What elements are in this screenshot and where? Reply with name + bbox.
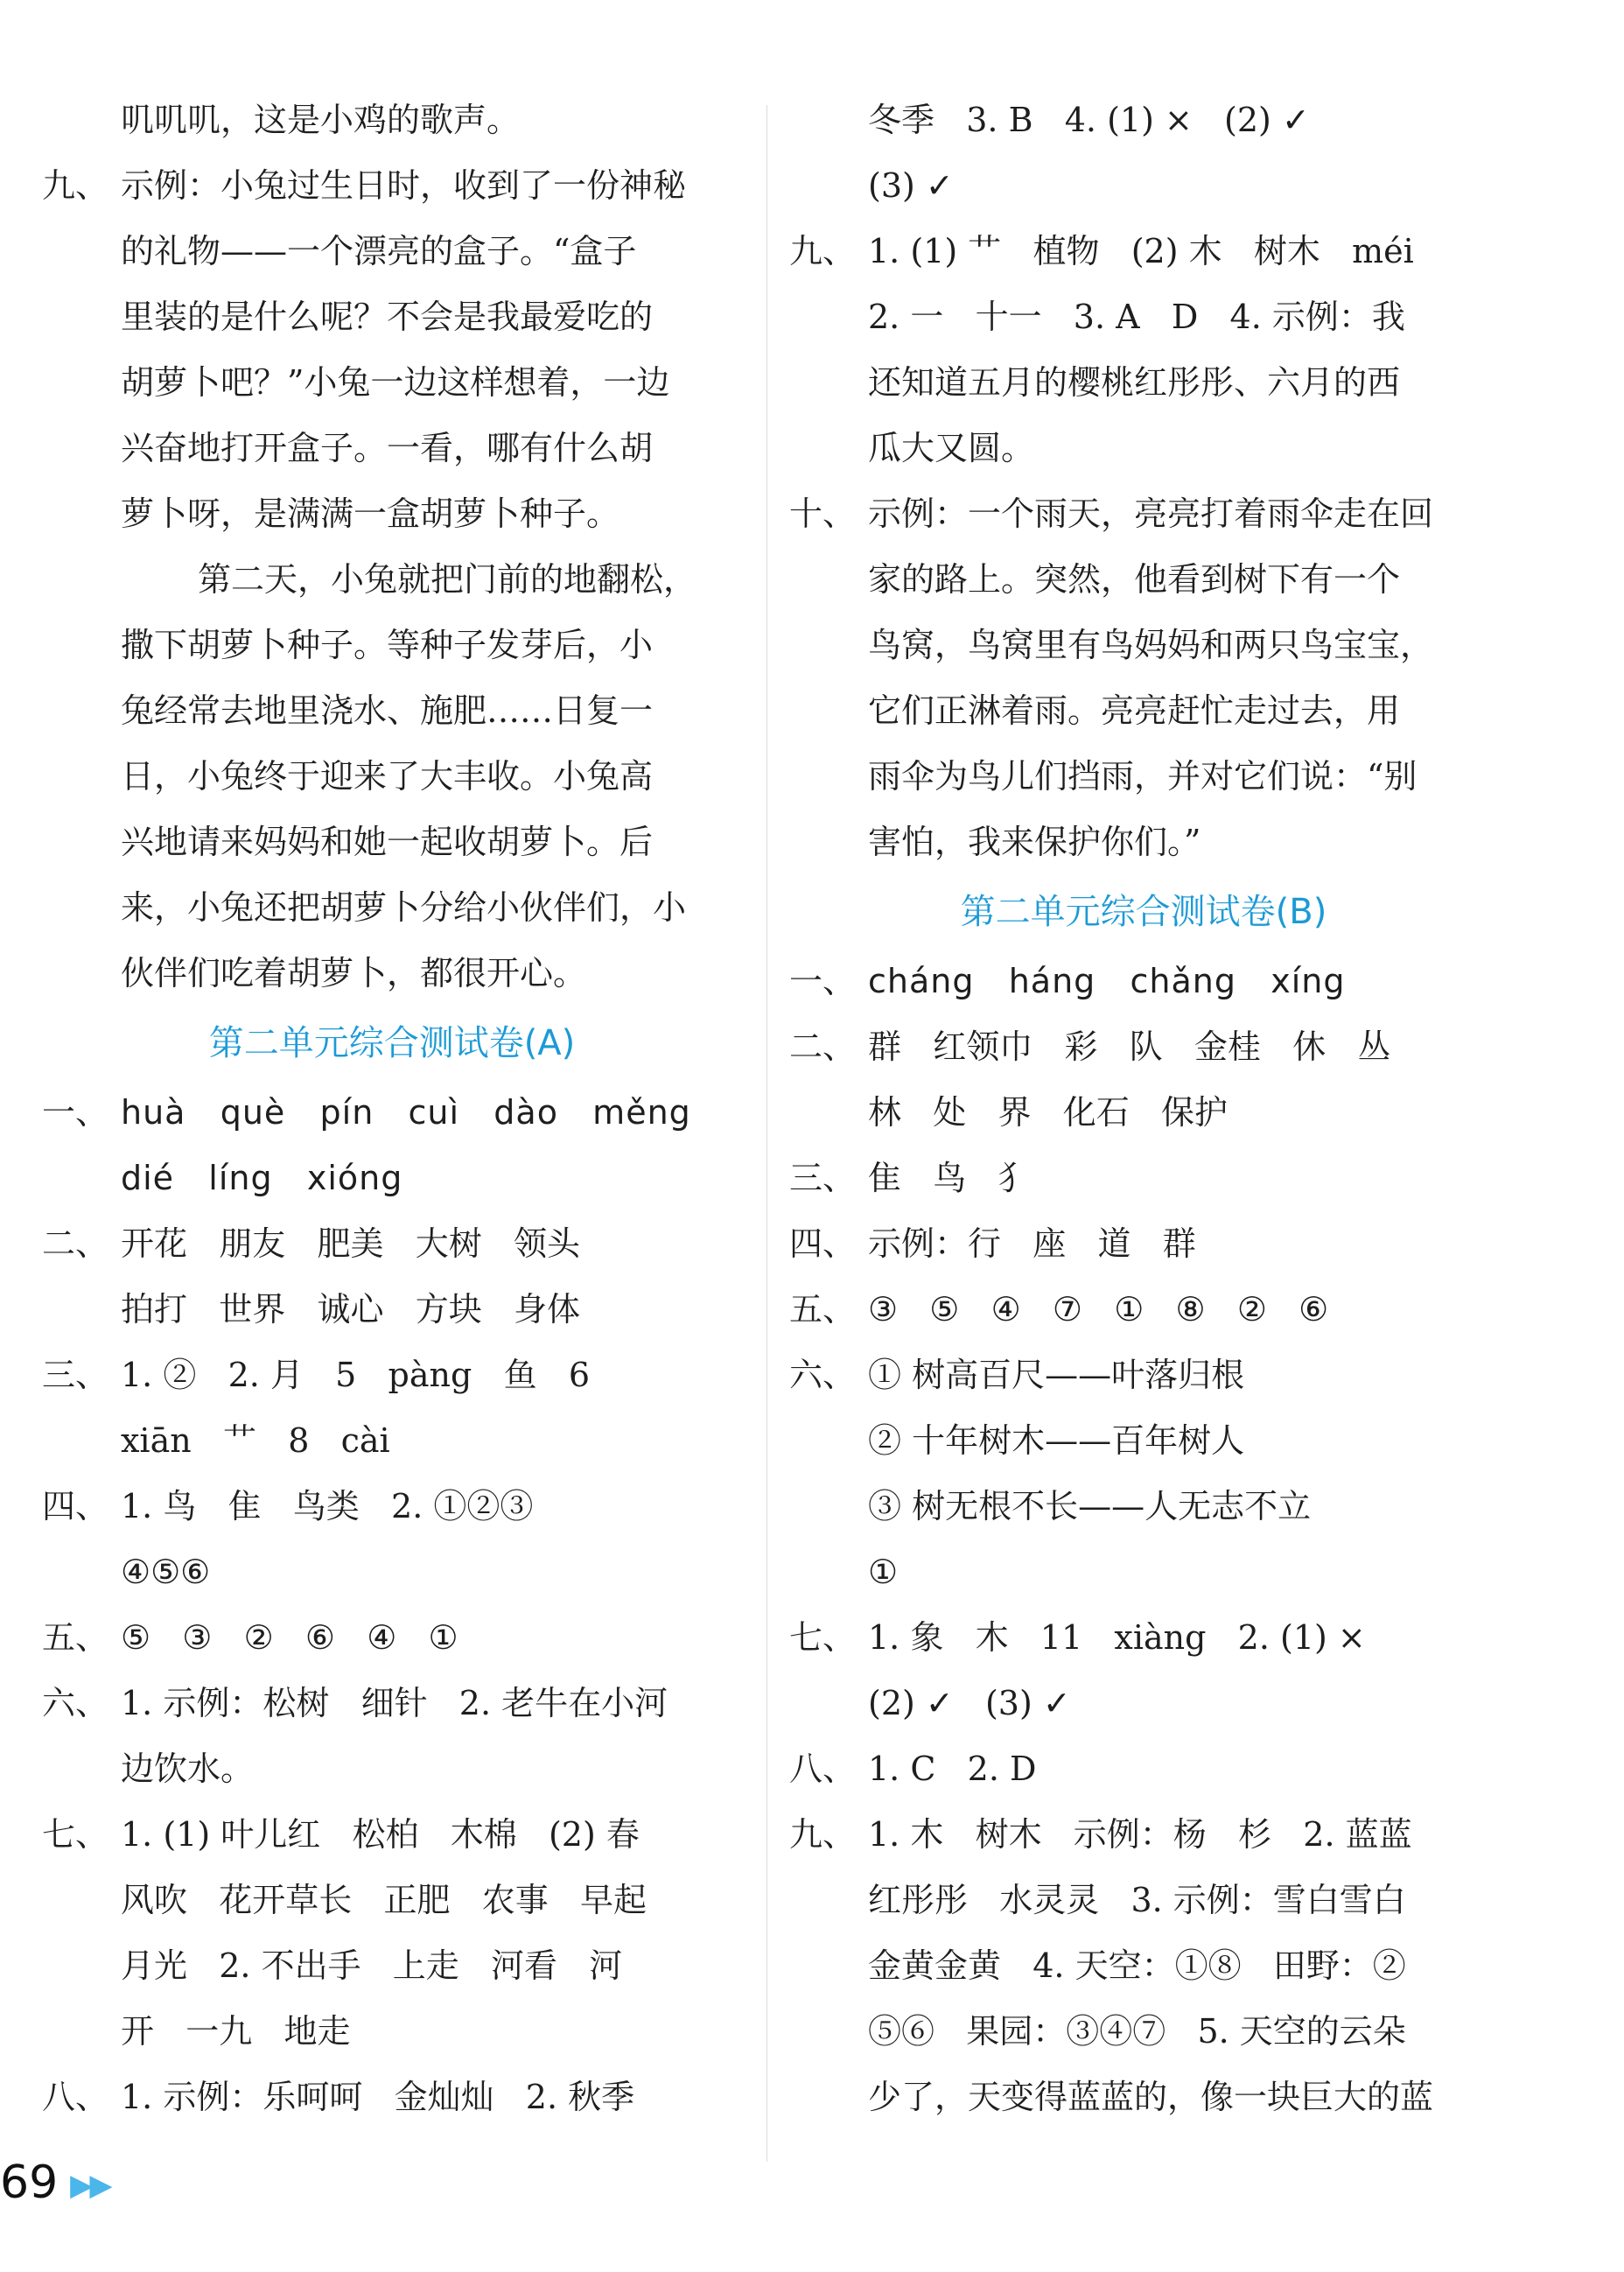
line-text: 隹 鸟 犭 (868, 1159, 1032, 1197)
line-text: ① 树高百尺——叶落归根 (868, 1356, 1245, 1394)
question-line (42, 1343, 742, 1408)
line-text: 林 处 界 化石 保护 (868, 1093, 1228, 1132)
line-text: 第二天，小兔就把门前的地翻松， (198, 560, 697, 599)
text-line (789, 2065, 1498, 2130)
text-line (42, 1277, 742, 1343)
question-line (42, 2065, 742, 2130)
question-number: 九、 (789, 1815, 857, 1854)
text-line (42, 1933, 742, 1999)
line-text: 少了，天变得蓝蓝的，像一块巨大的蓝 (868, 2078, 1434, 2116)
question-line (789, 1802, 1498, 1868)
question-line (789, 1343, 1498, 1408)
question-line (789, 1605, 1498, 1671)
question-number: 一、 (42, 1093, 109, 1132)
question-number: 三、 (42, 1356, 109, 1394)
text-line (789, 1474, 1498, 1539)
question-line (789, 219, 1498, 284)
question-number: 八、 (789, 1750, 857, 1788)
question-line (42, 1605, 742, 1671)
text-line (42, 1408, 742, 1474)
question-line (789, 1014, 1498, 1080)
text-line (789, 1408, 1498, 1474)
text-line (42, 1736, 742, 1802)
question-line (789, 1211, 1498, 1277)
line-text: 风吹 花开草长 正肥 农事 早起 (121, 1881, 647, 1919)
text-line (789, 744, 1498, 810)
line-text: 1. 木 树木 示例：杨 杉 2. 蓝蓝 (868, 1815, 1412, 1854)
line-text: 胡萝卜吧？”小兔一边这样想着，一边 (121, 363, 670, 402)
question-number: 一、 (789, 962, 857, 1000)
question-number: 五、 (789, 1290, 857, 1329)
text-line (789, 416, 1498, 481)
question-line (789, 949, 1498, 1014)
text-line (789, 1933, 1498, 1999)
line-text: 1. C 2. D (868, 1750, 1037, 1788)
question-number: 九、 (789, 232, 857, 270)
line-text: 日，小兔终于迎来了大丰收。小兔高 (121, 757, 654, 796)
question-line (789, 1736, 1498, 1802)
question-number: 五、 (42, 1618, 109, 1657)
line-text: 伙伴们吃着胡萝卜，都很开心。 (121, 954, 587, 992)
line-text: 金黄金黄 4. 天空：①⑧ 田野：② (868, 1946, 1406, 1985)
line-text: 1. 示例：乐呵呵 金灿灿 2. 秋季 (121, 2078, 635, 2116)
question-number: 六、 (789, 1356, 857, 1394)
line-text: (2) ✓ (3) ✓ (868, 1684, 1071, 1722)
text-line (42, 744, 742, 810)
text-line (789, 1868, 1498, 1933)
line-text: 1. 示例：松树 细针 2. 老牛在小河 (121, 1684, 668, 1722)
line-text: (3) ✓ (868, 166, 954, 205)
line-text: 家的路上。突然，他看到树下有一个 (868, 560, 1401, 599)
text-line (42, 547, 742, 613)
text-line (789, 1080, 1498, 1146)
text-line (42, 416, 742, 481)
question-line (789, 481, 1498, 547)
text-line (42, 284, 742, 350)
section-heading (42, 1006, 742, 1080)
column-divider (766, 105, 767, 2162)
line-text: ④⑤⑥ (121, 1553, 211, 1591)
text-line (789, 350, 1498, 416)
question-number: 八、 (42, 2078, 109, 2116)
question-line (42, 1474, 742, 1539)
text-line (42, 875, 742, 941)
line-text: 萝卜呀，是满满一盒胡萝卜种子。 (121, 494, 620, 533)
text-line (789, 88, 1498, 153)
line-text: 撒下胡萝卜种子。等种子发芽后，小 (121, 626, 654, 664)
line-text: 鸟窝，鸟窝里有鸟妈妈和两只鸟宝宝， (868, 626, 1434, 664)
text-line (42, 1539, 742, 1605)
text-line (42, 1999, 742, 2065)
line-text: 示例：小兔过生日时，收到了一份神秘 (121, 166, 687, 205)
line-text: 红彤彤 水灵灵 3. 示例：雪白雪白 (868, 1881, 1406, 1919)
line-text: 冬季 3. B 4. (1) × (2) ✓ (868, 101, 1310, 139)
line-text: ⑤ ③ ② ⑥ ④ ① (121, 1618, 458, 1657)
question-number: 三、 (789, 1159, 857, 1197)
text-line (789, 1539, 1498, 1605)
line-text: dié líng xióng (121, 1159, 403, 1197)
text-line (42, 350, 742, 416)
question-number: 九、 (42, 166, 109, 205)
text-line (789, 547, 1498, 613)
line-text: 1. ② 2. 月 5 pàng 鱼 6 (121, 1356, 590, 1394)
line-text: 害怕，我来保护你们。” (868, 823, 1201, 861)
line-text: xiān 艹 8 cài (121, 1421, 390, 1460)
line-text: ① (868, 1553, 899, 1591)
line-text: ③ 树无根不长——人无志不立 (868, 1487, 1312, 1525)
left-column (42, 88, 742, 2130)
page-footer (0, 2146, 108, 2219)
text-line (42, 1868, 742, 1933)
text-line (789, 1999, 1498, 2065)
line-text: cháng háng chǎng xíng (868, 962, 1346, 1000)
line-text: 开 一九 地走 (121, 2012, 351, 2051)
line-text: 群 红领巾 彩 队 金桂 休 丛 (868, 1027, 1391, 1066)
text-line (42, 88, 742, 153)
line-text: huà què pín cuì dào měng (121, 1093, 691, 1132)
line-text: 雨伞为鸟儿们挡雨，并对它们说：“别 (868, 757, 1418, 796)
question-number: 二、 (42, 1224, 109, 1263)
line-text: 示例：行 座 道 群 (868, 1224, 1196, 1263)
text-line (42, 941, 742, 1006)
question-line (789, 1146, 1498, 1211)
line-text: 兔经常去地里浇水、施肥……日复一 (121, 691, 654, 730)
line-text: 2. 一 十一 3. A D 4. 示例：我 (868, 298, 1405, 336)
line-text: ⑤⑥ 果园：③④⑦ 5. 天空的云朵 (868, 2012, 1406, 2051)
line-text: 瓜大又圆。 (868, 429, 1035, 467)
line-text: 示例：一个雨天，亮亮打着雨伞走在回 (868, 494, 1434, 533)
line-text: 叽叽叽，这是小鸡的歌声。 (121, 101, 521, 139)
page-number: 69 (0, 2156, 59, 2209)
question-number: 十、 (789, 494, 857, 533)
section-heading (789, 875, 1498, 949)
question-number: 四、 (789, 1224, 857, 1263)
text-line (42, 219, 742, 284)
question-line (42, 1802, 742, 1868)
line-text: 边饮水。 (121, 1750, 255, 1788)
line-text: 里装的是什么呢？不会是我最爱吃的 (121, 298, 654, 336)
text-line (42, 1146, 742, 1211)
question-number: 七、 (789, 1618, 857, 1657)
text-line (789, 678, 1498, 744)
line-text: 来，小兔还把胡萝卜分给小伙伴们，小 (121, 888, 687, 927)
question-line (42, 1080, 742, 1146)
text-line (42, 678, 742, 744)
line-text: 1. 象 木 11 xiàng 2. (1) × (868, 1618, 1366, 1657)
heading-text: 第二单元综合测试卷(A) (208, 1023, 576, 1063)
text-line (789, 1671, 1498, 1736)
double-arrow-icon: ▶▶ (70, 2168, 109, 2203)
right-column (789, 88, 1498, 2130)
line-text: 1. (1) 艹 植物 (2) 木 树木 méi (868, 232, 1414, 270)
line-text: 月光 2. 不出手 上走 河看 河 (121, 1946, 623, 1985)
question-line (789, 1277, 1498, 1343)
text-line (789, 153, 1498, 219)
line-text: 兴奋地打开盒子。一看，哪有什么胡 (121, 429, 654, 467)
question-line (42, 1671, 742, 1736)
question-number: 七、 (42, 1815, 109, 1854)
question-number: 四、 (42, 1487, 109, 1525)
text-line (789, 284, 1498, 350)
line-text: 拍打 世界 诚心 方块 身体 (121, 1290, 580, 1329)
line-text: 的礼物——一个漂亮的盒子。“盒子 (121, 232, 637, 270)
text-line (42, 613, 742, 678)
line-text: 它们正淋着雨。亮亮赶忙走过去，用 (868, 691, 1401, 730)
text-line (789, 810, 1498, 875)
text-line (42, 810, 742, 875)
text-line (42, 481, 742, 547)
line-text: 1. (1) 叶儿红 松柏 木棉 (2) 春 (121, 1815, 640, 1854)
line-text: ② 十年树木——百年树人 (868, 1421, 1245, 1460)
line-text: 兴地请来妈妈和她一起收胡萝卜。后 (121, 823, 654, 861)
heading-text: 第二单元综合测试卷(B) (960, 892, 1327, 932)
question-number: 六、 (42, 1684, 109, 1722)
question-number: 二、 (789, 1027, 857, 1066)
question-line (42, 1211, 742, 1277)
text-line (789, 613, 1498, 678)
question-line (42, 153, 742, 219)
line-text: ③ ⑤ ④ ⑦ ① ⑧ ② ⑥ (868, 1290, 1329, 1329)
line-text: 开花 朋友 肥美 大树 领头 (121, 1224, 580, 1263)
line-text: 还知道五月的樱桃红彤彤、六月的西 (868, 363, 1401, 402)
line-text: 1. 鸟 隹 鸟类 2. ①②③ (121, 1487, 534, 1525)
